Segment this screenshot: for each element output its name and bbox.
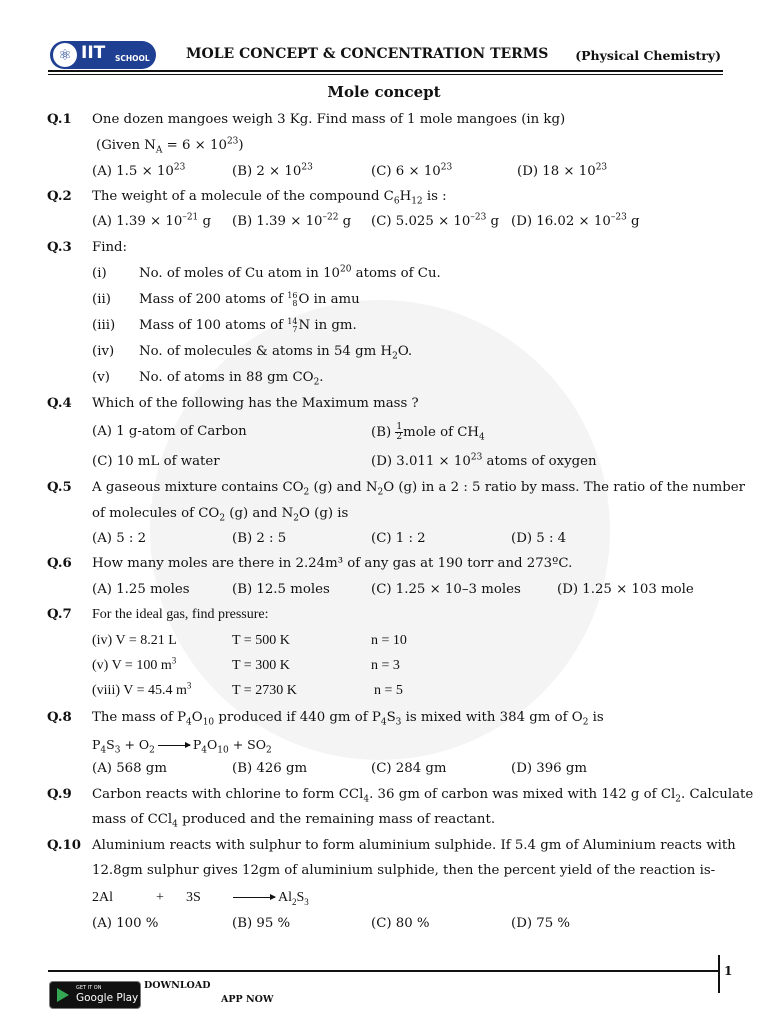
logo-subtext: SCHOOL <box>115 54 150 63</box>
subject-label: (Physical Chemistry) <box>575 48 721 63</box>
subpart-text: No. of moles of Cu atom in $10^{20}$ atoms of Cu. <box>139 264 441 281</box>
question-text-line1: Carbon reacts with chlorine to form CCl$_4$. 36 gm of carbon was mixed with 142 g of $Cl_2$. Calculate <box>92 787 754 805</box>
google-play-badge[interactable] <box>49 981 141 1009</box>
subpart-label: (ii) <box>92 292 111 307</box>
option-a: (A) $1.39 \times 10^{-21}$ g <box>92 212 212 229</box>
given-sub: A <box>155 145 163 156</box>
option-c: (C) 1.25 × 10–3 moles <box>371 582 521 597</box>
logo-text: IIT <box>81 43 106 63</box>
option-c: (C) $6 \times 10^{23}$ <box>371 162 453 179</box>
option-b: (B) 12.5 moles <box>232 582 330 597</box>
section-title: Mole concept <box>327 83 441 101</box>
option-c: (C) $5.025 \times 10^{-23}$ g <box>371 212 500 229</box>
subpart-text: Mass of 200 atoms of 16 8 O in amu <box>139 290 360 308</box>
option-a: (A) 100 % <box>92 916 159 931</box>
option-c: (C) 80 % <box>371 916 430 931</box>
moles-value: n = 3 <box>371 658 400 673</box>
question-text: The mass of $P_4O_{10}$ produced if 440 gm of $P_4S_3$ is mixed with 384 gm of $O_2$ is <box>92 710 604 728</box>
temperature-value: T = 300 K <box>232 658 290 673</box>
option-c: (C) 1 : 2 <box>371 531 426 546</box>
question-number: Q.3 <box>47 240 72 255</box>
page-number: 1 <box>724 964 733 978</box>
question-number: Q.8 <box>47 710 72 725</box>
option-a: (A) 1 g-atom of Carbon <box>92 424 247 439</box>
option-b: (B) 2 : 5 <box>232 531 287 546</box>
subpart-text: Mass of 100 atoms of 14 7 N in gm. <box>139 316 357 334</box>
question-5-line2: of molecules of $CO_2$ (g) and $N_2O$ (g) is <box>92 506 349 524</box>
iit-school-logo <box>50 41 156 69</box>
question-text: Which of the following has the Maximum mass ? <box>92 396 419 411</box>
option-a: (A) 568 gm <box>92 761 167 776</box>
question-text: How many moles are there in 2.24m³ of any gas at 190 torr and 273ºC. <box>92 556 573 571</box>
header-rule-thin <box>48 74 723 75</box>
question-number: Q.6 <box>47 556 72 571</box>
temperature-value: T = 2730 K <box>232 683 297 698</box>
question-number: Q.1 <box>47 112 72 127</box>
subpart-text: No. of atoms in 88 gm $CO_2$. <box>139 370 324 388</box>
option-d: (D) $3.011 \times 10^{23}$ atoms of oxygen <box>371 452 597 469</box>
atom-icon: ⚛ <box>53 43 77 67</box>
option-a: (A) 1.25 moles <box>92 582 190 597</box>
option-d: (D) $18 \times 10^{23}$ <box>517 162 608 179</box>
option-b: (B) 95 % <box>232 916 291 931</box>
question-1-given <box>96 137 244 155</box>
option-d: (D) 75 % <box>511 916 571 931</box>
option-b: (B) $\frac{1}{2}$ mole of $CH_4$ <box>371 422 485 443</box>
header-rule-thick <box>48 70 723 72</box>
moles-value: n = 5 <box>374 683 403 698</box>
question-text: Find: <box>92 240 128 255</box>
question-text: For the ideal gas, find pressure: <box>92 607 269 622</box>
volume-value: (iv) V = 8.21 L <box>92 633 177 648</box>
app-now-label: APP NOW <box>221 994 274 1005</box>
question-number: Q.2 <box>47 189 72 204</box>
option-d: (D) 396 gm <box>511 761 587 776</box>
question-text-line1: A gaseous mixture contains $CO_2$ (g) and $N_2O$ (g) in a 2 : 5 ratio by mass. The ratio of the number <box>92 480 746 498</box>
question-9-line2: mass of CCl$_4$ produced and the remaining mass of reactant. <box>92 812 496 830</box>
volume-value: (viii) V = 45.4 $m^3$ <box>92 680 192 698</box>
plus-sign: + <box>156 890 164 905</box>
footer-vertical-rule <box>718 955 720 993</box>
subpart-label: (iii) <box>92 318 116 333</box>
moles-value: n = 10 <box>371 633 407 648</box>
given-exp: 23 <box>226 136 239 147</box>
question-10-line2: 12.8gm sulphur gives 12gm of aluminium sulphide, then the percent yield of the reaction is- <box>92 863 716 878</box>
volume-value: (v) V = 100 $m^3$ <box>92 655 177 673</box>
option-a: (A) 5 : 2 <box>92 531 147 546</box>
reaction-arrow-icon <box>233 897 275 898</box>
question-8-equation: $P_4S_3 + O_2$ $P_4O_{10} + SO_2$ <box>92 737 272 756</box>
reaction-arrow-icon <box>158 745 190 746</box>
subpart-label: (iv) <box>92 344 115 359</box>
question-text: The weight of a molecule of the compound $C_6H_{12}$ is : <box>92 189 447 207</box>
question-text-line1: Aluminium reacts with sulphur to form aluminium sulphide. If 5.4 gm of Aluminium reacts with <box>92 838 736 853</box>
subpart-label: (i) <box>92 266 107 281</box>
temperature-value: T = 500 K <box>232 633 290 648</box>
question-number: Q.7 <box>47 607 72 622</box>
subpart-label: (v) <box>92 370 110 385</box>
question-number: Q.9 <box>47 787 72 802</box>
reactant-s: 3S <box>186 890 201 905</box>
question-number: Q.5 <box>47 480 72 495</box>
option-b: (B) 426 gm <box>232 761 308 776</box>
subpart-text: No. of molecules & atoms in 54 gm $H_2O$. <box>139 344 413 362</box>
footer-rule <box>48 970 718 972</box>
google-play-icon <box>57 988 69 1002</box>
google-play-label: Google Play <box>76 992 139 1004</box>
option-d: (D) 1.25 × 103 mole <box>557 582 694 597</box>
option-b: (B) $2 \times 10^{23}$ <box>232 162 313 179</box>
question-text: One dozen mangoes weigh 3 Kg. Find mass of 1 mole mangoes (in kg) <box>92 112 566 127</box>
given-end: ) <box>238 138 244 153</box>
option-b: (B) $1.39 \times 10^{-22}$ g <box>232 212 352 229</box>
option-d: (D) $16.02 \times 10^{-23}$ g <box>511 212 640 229</box>
page-header <box>48 38 723 74</box>
question-number: Q.4 <box>47 396 72 411</box>
given-text: (Given N <box>96 138 156 153</box>
document-title: MOLE CONCEPT & CONCENTRATION TERMS <box>186 46 549 62</box>
option-a: (A) $1.5 \times 10^{23}$ <box>92 162 186 179</box>
option-c: (C) 284 gm <box>371 761 447 776</box>
download-label: DOWNLOAD <box>144 980 211 991</box>
google-play-caption: GET IT ON <box>76 985 102 991</box>
given-eq: = 6 × 10 <box>162 138 227 153</box>
question-number: Q.10 <box>47 838 82 853</box>
option-c: (C) 10 mL of water <box>92 454 220 469</box>
option-d: (D) 5 : 4 <box>511 531 567 546</box>
product: $Al_2S_3$ <box>230 889 309 907</box>
reactant-al: 2Al <box>92 890 113 905</box>
